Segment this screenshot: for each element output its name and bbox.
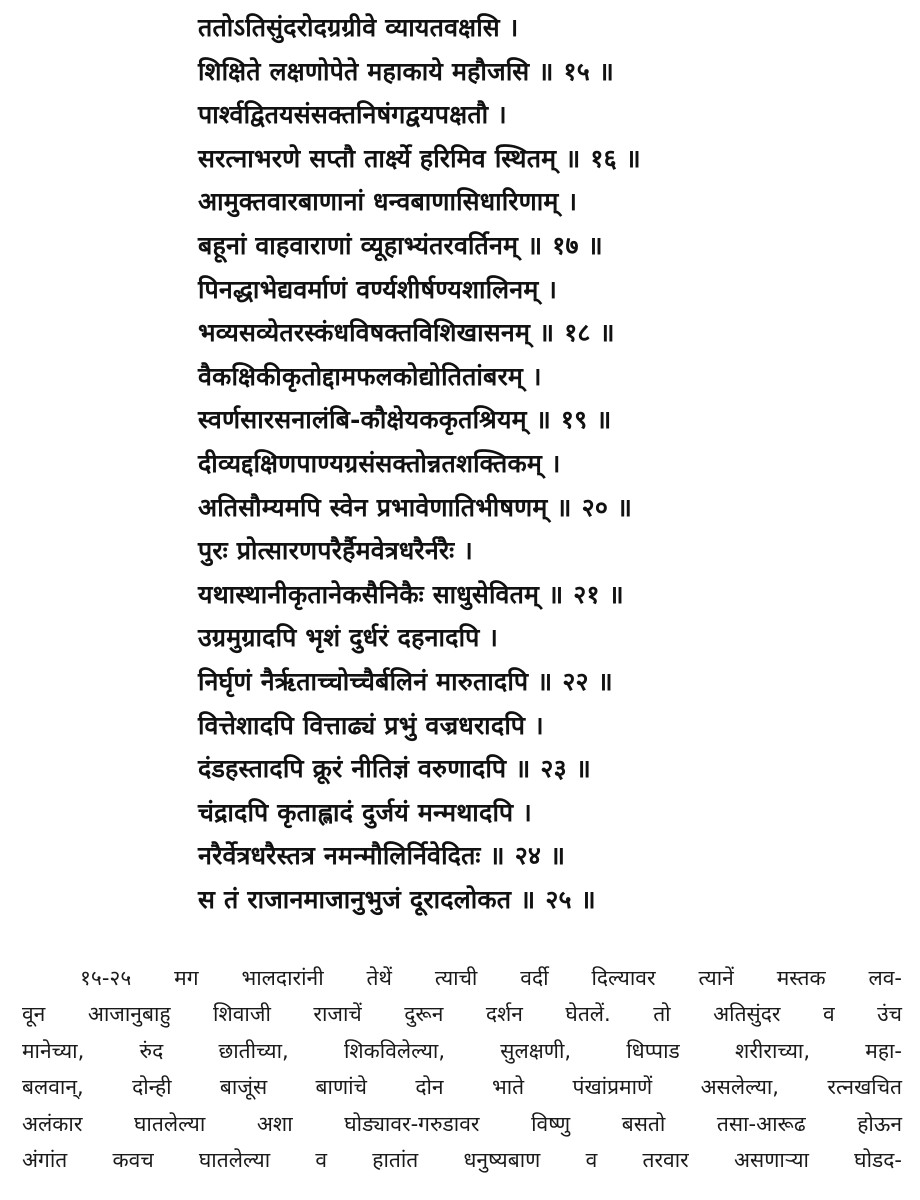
verse-text: नरैर्वेत्रधरैस्तत्र नमन्मौलिर्निवेदितः ॥ bbox=[198, 841, 505, 871]
verse-text: आमुक्तवारबाणानां धन्वबाणासिधारिणाम् । bbox=[198, 187, 578, 217]
verse-number: २४ ॥ bbox=[514, 841, 566, 871]
verse-line bbox=[198, 660, 898, 704]
verse-line bbox=[198, 834, 898, 878]
verse-line bbox=[198, 224, 898, 268]
verse-line bbox=[198, 137, 898, 181]
verse-text: चंद्रादपि कृताह्लादं दुर्जयं मन्मथादपि । bbox=[198, 797, 532, 827]
sanskrit-verses bbox=[198, 6, 898, 921]
verse-number: १५ ॥ bbox=[563, 56, 614, 86]
verse-text: दंडहस्तादपि क्रूरं नीतिज्ञं वरुणादपि ॥ bbox=[198, 754, 531, 784]
verse-text: पार्श्वद्वितयसंसक्तनिषंगद्वयपक्षतौ । bbox=[198, 100, 507, 130]
verse-line bbox=[198, 616, 898, 660]
commentary-line: १५-२५ मग भालदारांनी तेथें त्याची वर्दी दिल्यावर त्यानें मस्तक लव- bbox=[80, 966, 902, 990]
verse-text: उग्रमुग्रादपि भृशं दुर्धरं दहनादपि । bbox=[198, 623, 499, 653]
verse-number: १९ ॥ bbox=[560, 405, 612, 435]
verse-text: शिक्षिते लक्षणोपेते महाकाये महौजसि ॥ bbox=[198, 56, 554, 86]
verse-line bbox=[198, 747, 898, 791]
verse-line bbox=[198, 355, 898, 399]
verse-number: १७ ॥ bbox=[552, 230, 603, 260]
verse-text: स तं राजानमाजानुभुजं दूरादलोकत ॥ bbox=[198, 884, 536, 914]
verse-text: ततोऽतिसुंदरोदग्रग्रीवे व्यायतवक्षसि । bbox=[198, 13, 519, 42]
verse-line bbox=[198, 268, 898, 312]
verse-line bbox=[198, 398, 898, 442]
verse-number: १६ ॥ bbox=[590, 143, 641, 173]
verse-number: १८ ॥ bbox=[564, 318, 615, 348]
verse-line bbox=[198, 93, 898, 137]
verse-line bbox=[198, 529, 898, 573]
verse-text: दीव्यद्दक्षिणपाण्यग्रसंसक्तोन्नतशक्तिकम् । bbox=[198, 448, 561, 478]
verse-text: निर्घृणं नैर्ऋताच्चोच्चैर्बलिनं मारुतादपि ॥ bbox=[198, 666, 553, 696]
verse-line bbox=[198, 878, 898, 922]
verse-text: वित्तेशादपि वित्ताढ्यं प्रभुं वज्रधरादपि । bbox=[198, 710, 544, 740]
verse-text: सरत्नाभरणे सप्तौ तार्क्ष्ये हरिमिव स्थितम् ॥ bbox=[198, 143, 581, 173]
verse-line bbox=[198, 50, 898, 94]
marathi-commentary bbox=[22, 960, 902, 1178]
verse-number: २१ ॥ bbox=[573, 579, 624, 609]
commentary-line: अंगांत कवच घातलेल्या व हातांत धनुष्यबाण व तरवार असणाऱ्या घोडद- bbox=[22, 1147, 902, 1172]
verse-line bbox=[198, 442, 898, 486]
verse-line bbox=[198, 6, 898, 50]
verse-line bbox=[198, 180, 898, 224]
commentary-line: बलवान्, दोन्ही बाजूंस बाणांचे दोन भाते पंखांप्रमाणें असलेल्या, रत्नखचित bbox=[22, 1075, 902, 1100]
verse-text: अतिसौम्यमपि स्वेन प्रभावेणातिभीषणम् ॥ bbox=[198, 492, 572, 522]
verse-text: स्वर्णसारसनालंबि-कौक्षेयककृतश्रियम् ॥ bbox=[198, 405, 551, 435]
verse-number: २३ ॥ bbox=[540, 754, 591, 784]
verse-text: बहूनां वाहवाराणां व्यूहाभ्यंतरवर्तिनम् ॥ bbox=[198, 230, 543, 260]
verse-text: वैकक्षिकीकृतोद्दामफलकोद्योतितांबरम् । bbox=[198, 361, 542, 391]
verse-line bbox=[198, 704, 898, 748]
commentary-line: मानेच्या, रुंद छातीच्या, शिकविलेल्या, सुलक्षणी, धिप्पाड शरीराच्या, महा- bbox=[22, 1038, 902, 1063]
verse-text: यथास्थानीकृतानेकसैनिकैः साधुसेवितम् ॥ bbox=[198, 579, 564, 609]
verse-number: २२ ॥ bbox=[562, 666, 613, 696]
verse-text: पिनद्धाभेद्यवर्माणं वर्ण्यशीर्षण्यशालिनम् । bbox=[198, 274, 558, 304]
commentary-line: वून आजानुबाहु शिवाजी राजाचें दुरून दर्शन घेतलें. तो अतिसुंदर व उंच bbox=[22, 1002, 902, 1027]
verse-line bbox=[198, 573, 898, 617]
verse-line bbox=[198, 486, 898, 530]
verse-line bbox=[198, 791, 898, 835]
verse-line bbox=[198, 311, 898, 355]
verse-text: पुरः प्रोत्सारणपरैर्हैमवेत्रधरैर्नरैः । bbox=[198, 536, 473, 566]
verse-number: २५ ॥ bbox=[545, 884, 596, 914]
verse-number: २० ॥ bbox=[581, 492, 633, 522]
commentary-line: अलंकार घातलेल्या अशा घोड्यावर-गरुडावर विष्णु बसतो तसा-आरूढ होऊन bbox=[22, 1111, 902, 1136]
verse-text: भव्यसव्येतरस्कंधविषक्तविशिखासनम् ॥ bbox=[198, 318, 555, 348]
